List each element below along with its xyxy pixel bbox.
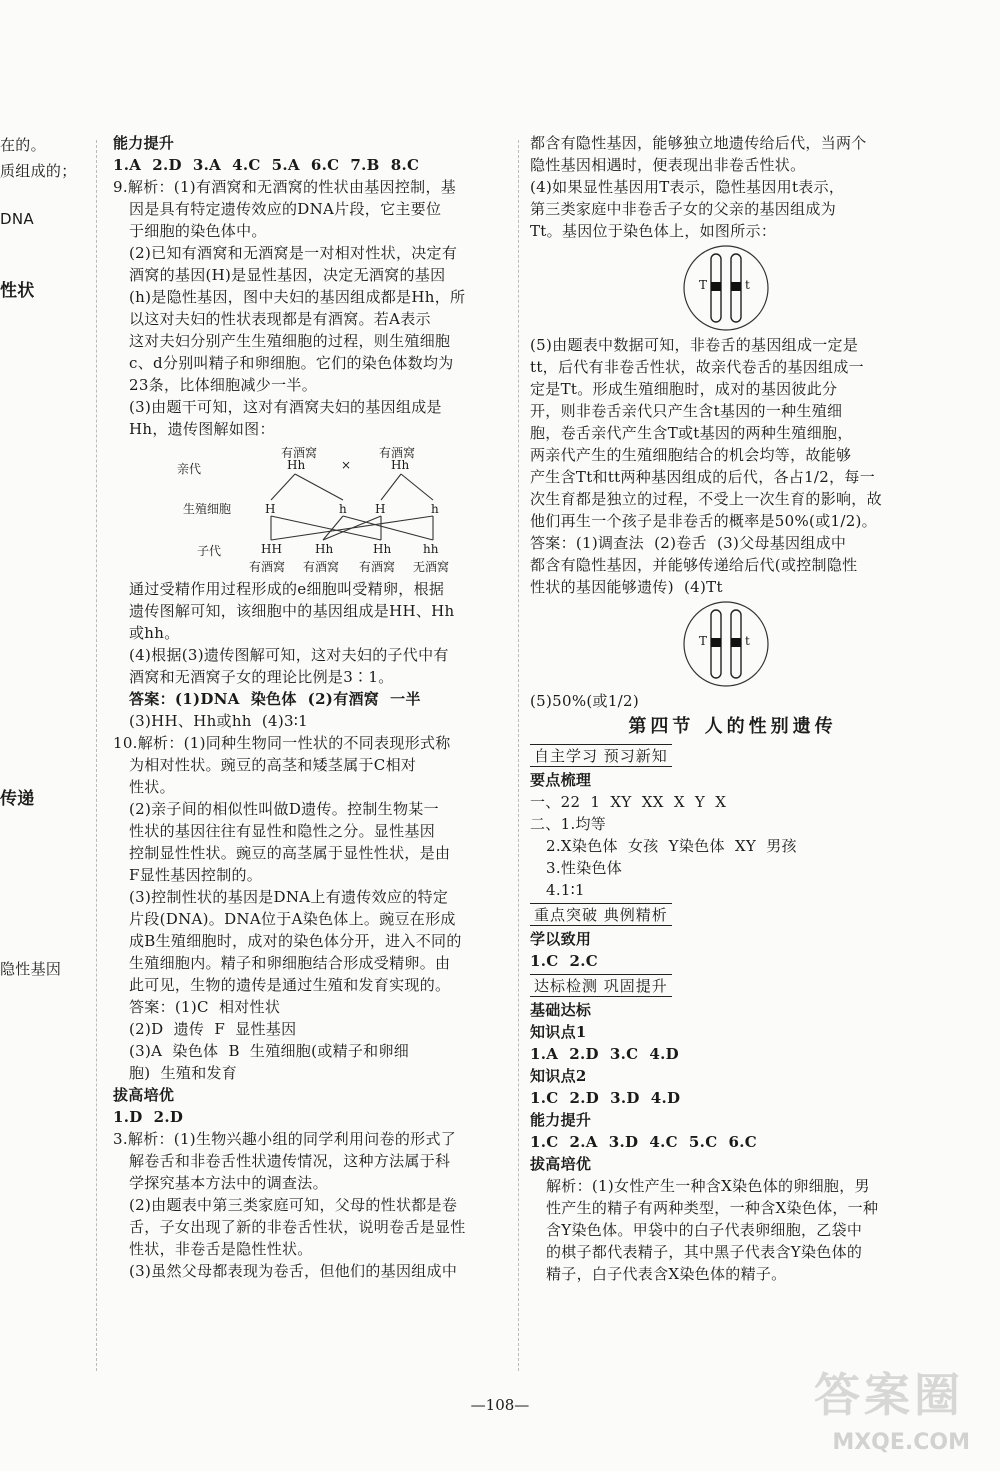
explanation-line: 解析：(1)女性产生一种含X染色体的卵细胞，男 bbox=[546, 1177, 870, 1195]
explanation-line: (4)如果显性基因用T表示，隐性基因用t表示， bbox=[530, 178, 845, 196]
explanation-line: F显性基因控制的。 bbox=[129, 866, 263, 884]
section-title: 能力提升 bbox=[113, 134, 175, 152]
explanation-line: 以这对夫妇的性状表现都是有酒窝。若A表示 bbox=[129, 310, 431, 328]
question-9-explanation-cont bbox=[113, 578, 508, 688]
inheritance-diagram bbox=[113, 444, 508, 576]
explanation-line: 第三类家庭中非卷舌子女的父亲的基因组成为 bbox=[530, 200, 837, 218]
strip-line: 隐性基因 bbox=[0, 960, 62, 978]
explanation-line: (2)已知有酒窝和无酒窝是一对相对性状，决定有 bbox=[129, 244, 458, 262]
section-title: 拔高培优 bbox=[113, 1086, 175, 1104]
answer-line: (5)50%(或1/2) bbox=[530, 692, 640, 710]
chromosome-figure bbox=[530, 242, 935, 334]
explanation-line: 性产生的精子有两种类型，一种含X染色体，一种 bbox=[546, 1199, 879, 1217]
page-number: —108— bbox=[470, 1396, 530, 1414]
explanation-line: 产生含Tt和tt两种基因组成的后代，各占1/2，每一 bbox=[530, 468, 876, 486]
banner: 重点突破 典例精析 bbox=[530, 903, 672, 926]
explanation-line: 遗传图解可知，该细胞中的基因组成是HH、Hh bbox=[129, 602, 455, 620]
explanation-line: (2)亲子间的相似性叫做D遗传。控制生物某一 bbox=[129, 800, 439, 818]
explanation-line: 控制显性性状。豌豆的高茎属于显性性状，是由 bbox=[129, 844, 451, 862]
point-line: 一、22 1 XY XX X Y X bbox=[530, 793, 727, 811]
explanation-line: 酒窝和无酒窝子女的理论比例是3∶1。 bbox=[129, 668, 394, 686]
explanation-line: 通过受精作用过程形成的e细胞叫受精卵，根据 bbox=[129, 580, 445, 598]
explanation-line: 都含有隐性基因，能够独立地遗传给后代，当两个 bbox=[530, 134, 867, 152]
explanation-line: 为相对性状。豌豆的高茎和矮茎属于C相对 bbox=[129, 756, 417, 774]
subsection-title: 要点梳理 bbox=[530, 771, 592, 789]
explanation-line: (3)由题干可知，这对有酒窝夫妇的基因组成是 bbox=[129, 398, 442, 416]
answer-line: 1.C 2.D 3.D 4.D bbox=[530, 1089, 681, 1107]
explanation-line: (4)根据(3)遗传图解可知，这对夫妇的子代中有 bbox=[129, 646, 449, 664]
watermark-url: MXQE.COM bbox=[832, 1430, 970, 1455]
point-line: 3.性染色体 bbox=[546, 859, 623, 877]
explanation-line: 定是Tt。形成生殖细胞时，成对的基因彼此分 bbox=[530, 380, 838, 398]
explanation-line: 性状的基因往往有显性和隐性之分。显性基因 bbox=[129, 822, 436, 840]
question-10-explanation bbox=[113, 732, 508, 996]
knowledge-point: 知识点2 bbox=[530, 1067, 587, 1085]
child-genotype: Hh bbox=[373, 542, 392, 556]
explanation-line: 解卷舌和非卷舌性状遗传情况，这种方法属于科 bbox=[129, 1152, 451, 1170]
answer-line: (3)HH、Hh或hh (4)3∶1 bbox=[129, 712, 308, 730]
point-line: 二、1.均等 bbox=[530, 815, 607, 833]
diagram-lines bbox=[113, 444, 508, 576]
answer-line: (3)A 染色体 B 生殖细胞(或精子和卵细 bbox=[129, 1042, 410, 1060]
cross-symbol: × bbox=[341, 458, 352, 472]
chromosome-figure bbox=[530, 598, 935, 690]
parent2-genotype: Hh bbox=[391, 458, 410, 472]
explanation-line: (3)控制性状的基因是DNA上有遗传效应的特定 bbox=[129, 888, 449, 906]
subsection-title: 学以致用 bbox=[530, 930, 592, 948]
gamete-row-label: 生殖细胞 bbox=[183, 502, 232, 516]
explanation-line: 或hh。 bbox=[129, 624, 180, 642]
explanation-continued bbox=[530, 132, 935, 242]
answer-line: 答案：(1)C 相对性状 bbox=[129, 998, 281, 1016]
explanation-line: 生殖细胞内。精子和卵细胞结合形成受精卵。由 bbox=[129, 954, 451, 972]
strip-line: 质组成的； bbox=[0, 162, 77, 180]
child-genotype: hh bbox=[423, 542, 439, 556]
question-3-explanation bbox=[113, 1128, 508, 1282]
answer-block bbox=[530, 532, 935, 598]
child-genotype: HH bbox=[261, 542, 282, 556]
parent-row-label: 亲代 bbox=[177, 462, 202, 476]
watermark-text: 答案圈 bbox=[814, 1368, 964, 1422]
answer-line: 答案：(1)调查法 (2)卷舌 (3)父母基因组成中 bbox=[530, 534, 847, 552]
explanation-line: 精子，白子代表含X染色体的精子。 bbox=[546, 1265, 787, 1283]
explanation-line: 片段(DNA)。DNA位于A染色体上。豌豆在形成 bbox=[129, 910, 456, 928]
subsection-title: 基础达标 bbox=[530, 1001, 592, 1019]
knowledge-point: 知识点1 bbox=[530, 1023, 587, 1041]
explanation-line: 于细胞的染色体中。 bbox=[129, 222, 267, 240]
explanation-5 bbox=[530, 334, 935, 532]
answer-line: 1.C 2.C bbox=[530, 952, 599, 970]
gamete: H bbox=[265, 502, 276, 516]
strip-line: 在的。 bbox=[0, 136, 46, 154]
explanation-line: (2)由题表中第三类家庭可知，父母的性状都是卷 bbox=[129, 1196, 458, 1214]
question-10-answer bbox=[113, 996, 508, 1084]
explanation-line: 因是具有特定遗传效应的DNA片段，它主要位 bbox=[129, 200, 442, 218]
answer-line: 答案：(1)DNA 染色体 (2)有酒窝 一半 bbox=[129, 690, 421, 708]
banner: 达标检测 巩固提升 bbox=[530, 974, 672, 997]
point-line: 4.1∶1 bbox=[546, 881, 585, 899]
explanation-line: 开，则非卷舌亲代只产生含t基因的一种生殖细 bbox=[530, 402, 843, 420]
explanation-line: tt，后代有非卷舌性状，故亲代卷舌的基因组成一 bbox=[530, 358, 864, 376]
answer-line: 胞) 生殖和发育 bbox=[129, 1064, 238, 1082]
explanation-line: 学探究基本方法中的调查法。 bbox=[129, 1174, 328, 1192]
explanation-line: 含Y染色体。甲袋中的白子代表卵细胞，乙袋中 bbox=[546, 1221, 863, 1239]
subsection-title: 能力提升 bbox=[530, 1111, 592, 1129]
answer-column-2 bbox=[530, 132, 935, 1285]
explanation-line: 9.解析：(1)有酒窝和无酒窝的性状由基因控制，基 bbox=[113, 178, 457, 196]
chromosome-diagram-1 bbox=[530, 242, 935, 334]
allele-label: T bbox=[699, 278, 708, 292]
answer-line: 1.D 2.D bbox=[113, 1108, 184, 1126]
answer-line: 1.A 2.D 3.C 4.D bbox=[530, 1045, 679, 1063]
child-trait: 有酒窝 bbox=[303, 560, 340, 574]
section-heading: 第四节 人的性别遗传 bbox=[628, 716, 837, 737]
explanation-line: 这对夫妇分别产生生殖细胞的过程，则生殖细胞 bbox=[129, 332, 451, 350]
explanation-line: 的棋子都代表精子，其中黑子代表含Y染色体的 bbox=[546, 1243, 863, 1261]
explanation-line: (5)由题表中数据可知，非卷舌的基因组成一定是 bbox=[530, 336, 859, 354]
gamete: h bbox=[431, 502, 439, 516]
explanation-line: 3.解析：(1)生物兴趣小组的同学利用问卷的形式了 bbox=[113, 1130, 457, 1148]
child-trait: 有酒窝 bbox=[359, 560, 396, 574]
explanation-line: 两亲代产生的生殖细胞结合的机会均等，故能够 bbox=[530, 446, 852, 464]
answer-line: 1.C 2.A 3.D 4.C 5.C 6.C bbox=[530, 1133, 757, 1151]
child-trait: 无酒窝 bbox=[413, 560, 450, 574]
explanation-line: c、d分别叫精子和卵细胞。它们的染色体数均为 bbox=[129, 354, 454, 372]
allele-label: t bbox=[745, 278, 750, 292]
answer-line: 性状的基因能够遗传) (4)Tt bbox=[530, 578, 723, 596]
explanation-line: 10.解析：(1)同种生物同一性状的不同表现形式称 bbox=[113, 734, 451, 752]
explanation-line: 次生育都是独立的过程，不受上一次生育的影响，故 bbox=[530, 490, 882, 508]
answer-line: 1.A 2.D 3.A 4.C 5.A 6.C 7.B 8.C bbox=[113, 156, 420, 174]
parent2-trait: 有酒窝 bbox=[379, 446, 416, 460]
parent1-genotype: Hh bbox=[287, 458, 306, 472]
strip-line: 传递 bbox=[0, 789, 35, 809]
chromosome-diagram-2 bbox=[530, 598, 935, 690]
allele-label: T bbox=[699, 634, 708, 648]
allele-label: t bbox=[745, 634, 750, 648]
gamete: h bbox=[339, 502, 347, 516]
final-explanation bbox=[530, 1175, 935, 1285]
explanation-line: 23条，比体细胞减少一半。 bbox=[129, 376, 317, 394]
answer-line: (2)D 遗传 F 显性基因 bbox=[129, 1020, 297, 1038]
explanation-line: 性状。 bbox=[129, 778, 175, 796]
explanation-line: 性状，非卷舌是隐性性状。 bbox=[129, 1240, 313, 1258]
explanation-line: 舌，子女出现了新的非卷舌性状，说明卷舌是显性 bbox=[129, 1218, 466, 1236]
strip-line: 性状 bbox=[0, 281, 35, 301]
column-divider bbox=[96, 140, 97, 1371]
explanation-line: 他们再生一个孩子是非卷舌的概率是50%(或1/2)。 bbox=[530, 512, 877, 530]
explanation-line: 成B生殖细胞时，成对的染色体分开，进入不同的 bbox=[129, 932, 462, 950]
explanation-line: (3)虽然父母都表现为卷舌，但他们的基因组成中 bbox=[129, 1262, 458, 1280]
child-trait: 有酒窝 bbox=[249, 560, 286, 574]
child-genotype: Hh bbox=[315, 542, 334, 556]
explanation-line: 胞，卷舌亲代产生含T或t基因的两种生殖细胞， bbox=[530, 424, 853, 442]
parent1-trait: 有酒窝 bbox=[281, 446, 318, 460]
explanation-line: 隐性基因相遇时，便表现出非卷舌性状。 bbox=[530, 156, 806, 174]
explanation-line: 此可见，生物的遗传是通过生殖和发育实现的。 bbox=[129, 976, 451, 994]
explanation-line: 酒窝的基因(H)是显性基因，决定无酒窝的基因 bbox=[129, 266, 446, 284]
child-row-label: 子代 bbox=[197, 544, 222, 558]
answer-column-1 bbox=[113, 132, 508, 1282]
question-9-explanation bbox=[113, 176, 508, 440]
explanation-line: Tt。基因位于染色体上，如图所示： bbox=[530, 222, 777, 240]
strip-line: DNA bbox=[0, 210, 34, 228]
explanation-line: Hh，遗传图解如图： bbox=[129, 420, 275, 438]
watermark-logo bbox=[778, 1359, 978, 1459]
subsection-title: 拔高培优 bbox=[530, 1155, 592, 1173]
answer-line: 都含有隐性基因，并能够传递给后代(或控制隐性 bbox=[530, 556, 858, 574]
point-line: 2.X染色体 女孩 Y染色体 XY 男孩 bbox=[546, 837, 797, 855]
gamete: H bbox=[375, 502, 386, 516]
column-divider bbox=[518, 140, 519, 1371]
banner: 自主学习 预习新知 bbox=[530, 744, 672, 767]
explanation-line: (h)是隐性基因，图中夫妇的基因组成都是Hh，所 bbox=[129, 288, 466, 306]
